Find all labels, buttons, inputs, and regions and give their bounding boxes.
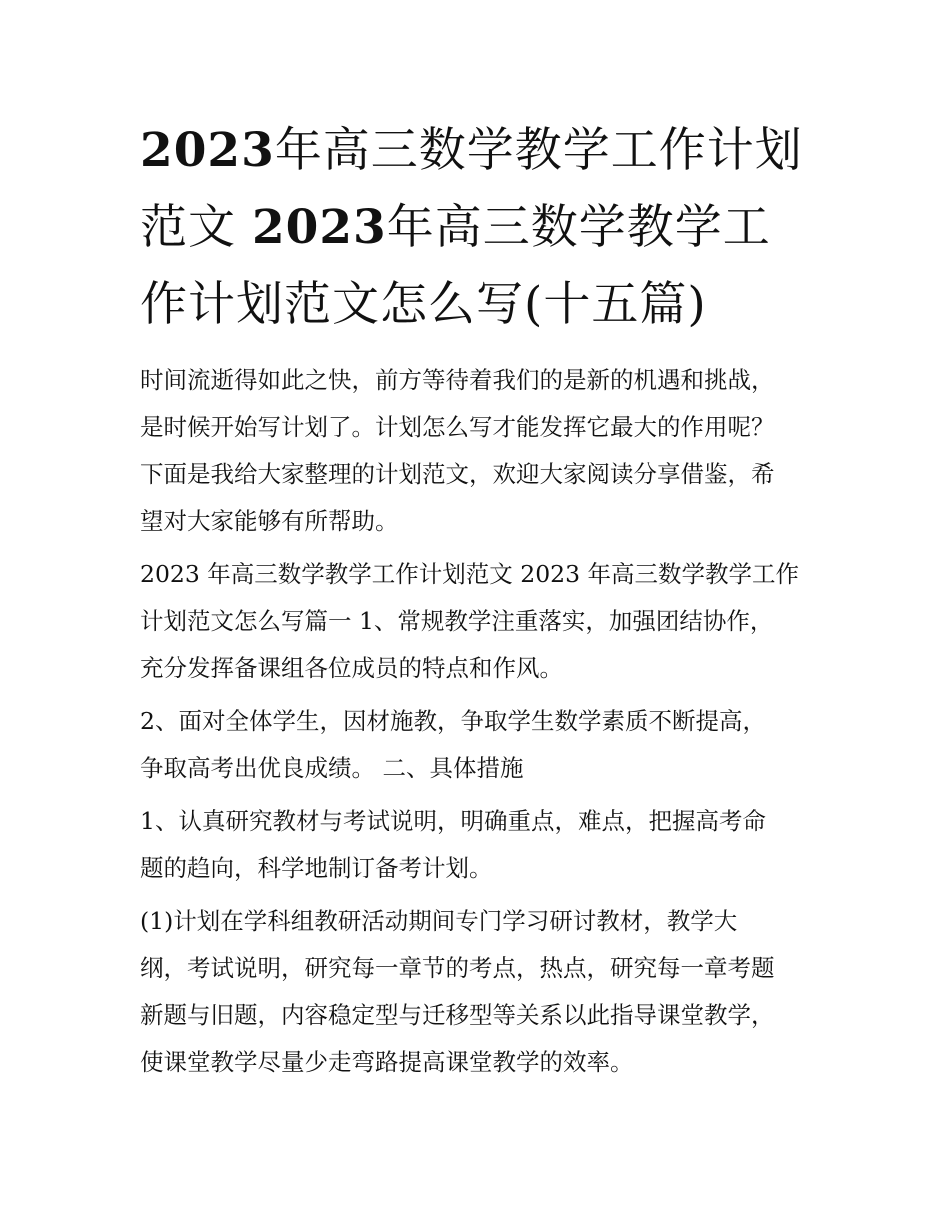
text-line: 2、面对全体学生，因材施教，争取学生数学素质不断提高， <box>140 707 766 735</box>
text-line: 题的趋向，科学地制订备考计划。 <box>140 854 493 882</box>
text-line: 下面是我给大家整理的计划范文，欢迎大家阅读分享借鉴，希 <box>140 460 775 488</box>
title-line-3 <box>140 266 820 343</box>
title-line-2 <box>140 189 820 266</box>
text-line: 使课堂教学尽量少走弯路提高课堂教学的效率。 <box>140 1048 634 1076</box>
text-line: 纲，考试说明，研究每一章节的考点，热点，研究每一章考题 <box>140 954 775 982</box>
text-line: 望对大家能够有所帮助。 <box>140 507 399 535</box>
text-line: 争取高考出优良成绩。 二、具体措施 <box>140 754 524 782</box>
document-title <box>140 112 820 343</box>
text-line: 充分发挥备课组各位成员的特点和作风。 <box>140 654 563 682</box>
title-text: 年高三数学教学工 <box>386 200 771 255</box>
text-line: 是时候开始写计划了。计划怎么写才能发挥它最大的作用呢？ <box>140 413 775 441</box>
paragraph-section-1 <box>140 551 820 692</box>
document-body <box>140 357 820 1092</box>
text-line: (1)计划在学科组教研活动期间专门学习研讨教材，教学大 <box>140 907 738 935</box>
title-year: 2023 <box>251 200 387 255</box>
title-text: 年高三数学教学工作计划 <box>274 123 803 178</box>
title-text: 范文 <box>140 200 236 255</box>
paragraph-measure-1 <box>140 798 820 892</box>
text-line: 新题与旧题，内容稳定型与迁移型等关系以此指导课堂教学， <box>140 1001 775 1029</box>
title-text: 作计划范文怎么写(十五篇) <box>140 277 707 332</box>
text-line: 时间流逝得如此之快，前方等待着我们的是新的机遇和挑战， <box>140 366 775 394</box>
paragraph-intro <box>140 357 820 545</box>
text-line: 2023 年高三数学教学工作计划范文 2023 年高三数学教学工作 <box>140 560 800 588</box>
paragraph-measure-1-1 <box>140 898 820 1086</box>
text-line: 1、认真研究教材与考试说明，明确重点，难点，把握高考命 <box>140 807 766 835</box>
title-year: 2023 <box>140 123 275 178</box>
title-line-1 <box>140 112 820 189</box>
text-line: 计划范文怎么写篇一 1、常规教学注重落实，加强团结协作， <box>140 607 774 635</box>
paragraph-section-2 <box>140 698 820 792</box>
